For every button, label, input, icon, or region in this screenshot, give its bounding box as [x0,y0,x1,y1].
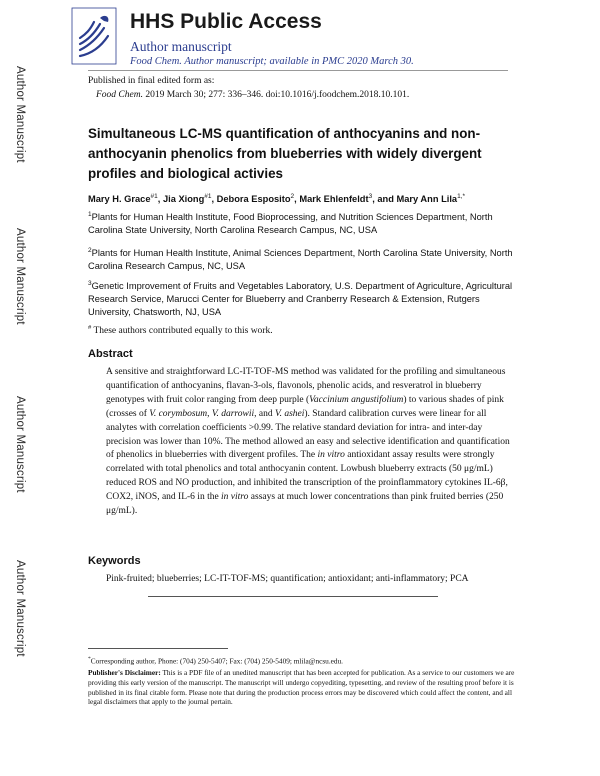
abstract-italic: in vitro [317,450,345,461]
abstract-italic: V. corymbosum [149,408,208,419]
affiliation-3 [88,277,518,319]
footnote-divider [88,648,228,649]
citation [96,90,409,100]
side-label-author-manuscript: Author Manuscript [14,560,26,657]
equal-contribution-text: These authors contributed equally to this work. [91,326,273,337]
affiliation-sup: 2 [88,247,92,254]
author-sup: 3 [368,193,373,200]
corresponding-author-note [88,656,343,665]
disclaimer-text: This is a PDF file of an unedited manuscript that has been accepted for publication. As a service to our customers we are providing this early version of the manuscript. The manuscript will undergo copyediting, typesetting, and review of the resulting proof before it is published in its final citable form. Please note that during the production process errors may be discovered which could affect the content, and all legal disclaimers that apply to the journal pertain. [88,668,515,707]
equal-contribution-sup: # [88,324,92,331]
abstract-italic: V. ashei [275,408,305,419]
citation-journal: Food Chem. [96,90,143,100]
abstract-italic: Vaccinium angustifolium [309,394,404,405]
author-name: Mark Ehlenfeldt [299,194,369,205]
author-list [88,193,518,204]
author-manuscript-label: Author manuscript [130,39,232,54]
author-sup: #1 [150,193,158,200]
affiliation-text: Plants for Human Health Institute, Food Bioprocessing, and Nutrition Sciences Department, North Carolina State University, North Carolina Research Campus, NC, USA [88,212,493,236]
author-sup: #1 [204,193,212,200]
journal-availability-line: Food Chem. Author manuscript; available in PMC 2020 March 30. [130,56,414,67]
affiliation-text: Genetic Improvement of Fruits and Vegetables Laboratory, U.S. Department of Agriculture, Agricultural Research Service, Marucci Center for Blueberry and Cranberry Research & Extension, Rutgers University, Chatsworth, NJ, USA [88,281,513,318]
author-name: Mary Ann Lila [396,194,458,205]
abstract-text: antioxidant assay results were strongly correlated with total phenolics and total anthocyanin content. Lowbush blueberry extracts (50 μg/mL) reduced ROS and NO production, and inhibited the transcription of the proinflammatory cytokines IL-6β, COX2, iNOS, and IL-6 in the [106,450,508,503]
publisher-disclaimer [88,668,518,707]
author-name: Jia Xiong [162,194,205,205]
affiliation-sup: 3 [88,280,92,287]
paper-title: Simultaneous LC-MS quantification of anthocyanins and non-anthocyanin phenolics from blueberries with widely divergent profiles and biological activies [88,126,482,181]
keywords-list: Pink-fruited; blueberries; LC-IT-TOF-MS; quantification; antioxidant; anti-inflammatory; PCA [106,574,469,584]
published-in-label: Published in final edited form as: [88,76,215,86]
affiliation-text: Plants for Human Health Institute, Animal Sciences Department, North Carolina State University, North Carolina Research Campus, NC, USA [88,248,513,272]
abstract-text: assays at much lower concentrations than pink fruited berries (250 μg/mL). [106,492,504,517]
corresponding-text: Corresponding author, Phone: (704) 250-5407; Fax: (704) 250-5409; mlila@ncsu.edu. [90,656,344,666]
author-sup: 2 [290,193,295,200]
abstract-italic: in vitro [221,492,249,503]
author-separator: , and [372,194,397,205]
affiliation-sup: 1 [88,211,92,218]
abstract-body [106,366,516,519]
citation-details: 2019 March 30; 277: 336–346. doi:10.1016/j.foodchem.2018.10.101. [142,90,410,100]
hhs-public-access-title: HHS Public Access [130,10,322,33]
author-separator: , [294,194,300,205]
affiliation-1 [88,208,518,237]
affiliation-2 [88,244,518,273]
side-label-author-manuscript: Author Manuscript [14,396,26,493]
header-divider [88,70,508,71]
equal-contribution-note [88,324,273,336]
author-sup: 1,* [457,193,466,200]
abstract-heading: Abstract [88,348,133,360]
corresponding-sup: * [88,656,91,662]
abstract-text: , and [254,408,275,419]
abstract-text: A sensitive and straightforward LC-IT-TOF-MS method was validated for the profiling and simultaneous quantification of anthocyanins, flavan-3-ols, flavonols, phenolic acids, and resveratrol in blueberry genotypes with fruit color ranging from deep purple ( [106,367,506,405]
side-label-author-manuscript: Author Manuscript [14,228,26,325]
disclaimer-label: Publisher's Disclaimer: [88,668,161,677]
author-name: Debora Esposito [216,194,291,205]
hhs-eagle-logo-icon [70,6,118,66]
abstract-text: ). Standard calibration curves were linear for all analytes with correlation coefficients >0.99. The relative standard deviation for intra- and inter-day precision was lower than 10%. The method allowed an easy and selective identification and quantification of phenolics in blueberries with divergent profiles. The [106,408,510,461]
abstract-text: , [207,408,212,419]
author-separator: , [157,194,163,205]
author-separator: , [211,194,217,205]
abstract-italic: V. darrowii [211,408,255,419]
side-label-author-manuscript: Author Manuscript [14,66,26,163]
keywords-heading: Keywords [88,555,141,567]
abstract-text: ) to various shades of pink (crosses of [106,394,504,419]
section-divider [148,596,438,597]
author-name: Mary H. Grace [88,194,151,205]
